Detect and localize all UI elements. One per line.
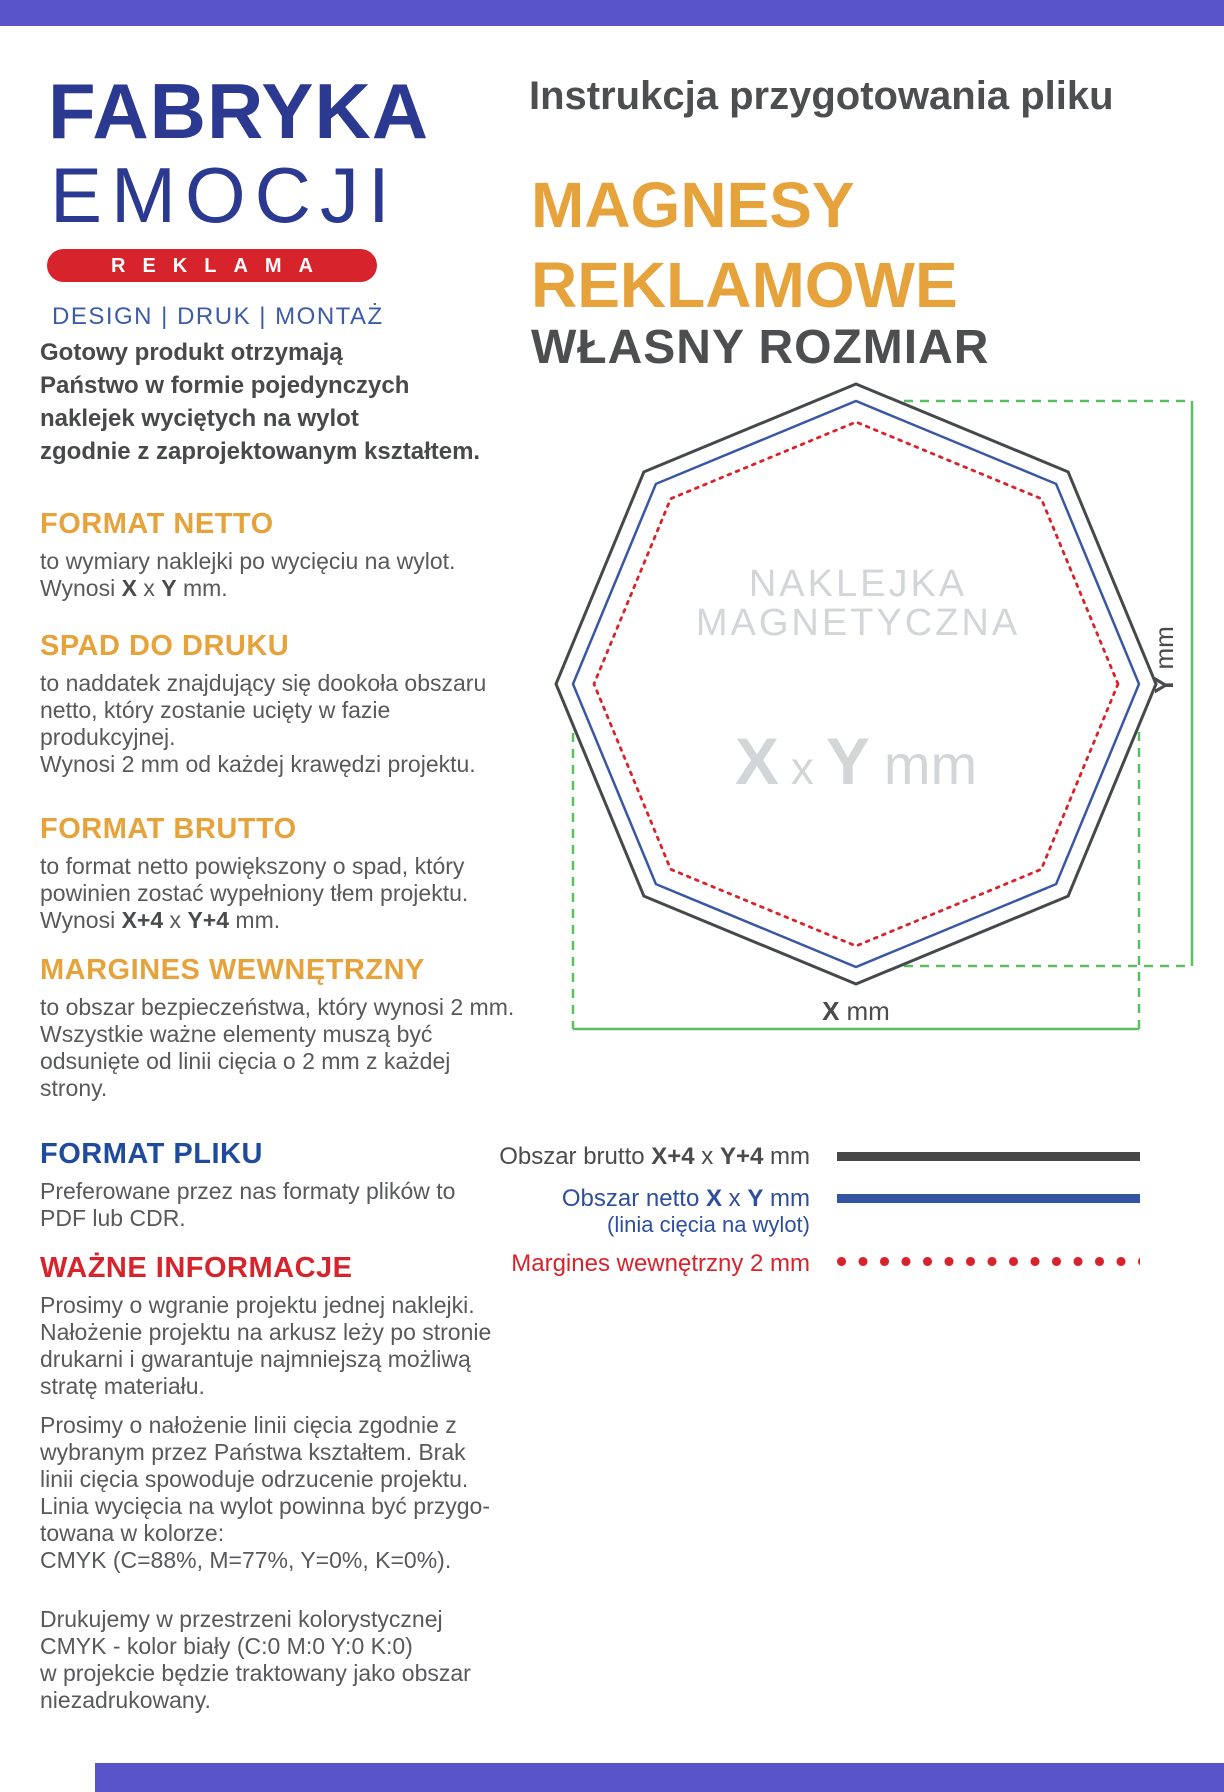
legend-label-brutto: Obszar brutto X+4 x Y+4 mm bbox=[499, 1143, 810, 1170]
size-separator: x bbox=[790, 742, 814, 794]
text-line: linii cięcia spowoduje odrzucenie projektu. bbox=[40, 1466, 469, 1492]
dim-label-x: X mm bbox=[822, 996, 890, 1026]
section-body-format-pliku bbox=[40, 1178, 455, 1232]
dim-label-y: Ymm bbox=[1149, 626, 1179, 694]
legend-label-netto: Obszar netto X x Y mm bbox=[561, 1185, 810, 1212]
text-line: to wymiary naklejki po wycięciu na wylot. bbox=[40, 548, 456, 574]
die-cut-diagram bbox=[460, 330, 1224, 1100]
section-wazne-informacje bbox=[40, 1252, 491, 1714]
text-line: produkcyjnej. bbox=[40, 724, 176, 750]
variant-title: WŁASNY ROZMIAR bbox=[531, 321, 990, 374]
legend-swatch-margines bbox=[837, 1257, 1140, 1266]
text-line: stratę materiału. bbox=[40, 1373, 205, 1399]
section-body-wazne-informacje-p1 bbox=[40, 1292, 491, 1400]
sticker-watermark-line2: MAGNETYCZNA bbox=[695, 602, 1021, 644]
text-line: drukarni i gwarantuje najmniejszą możliwą bbox=[40, 1346, 471, 1372]
text-line: Prosimy o nałożenie linii cięcia zgodnie z bbox=[40, 1412, 457, 1438]
text-line: Wynosi 2 mm od każdej krawędzi projektu. bbox=[40, 751, 476, 777]
text-line: PDF lub CDR. bbox=[40, 1205, 186, 1231]
product-name-line1: MAGNESY bbox=[531, 169, 855, 241]
size-y: Y bbox=[825, 724, 870, 798]
section-heading-format-brutto: FORMAT BRUTTO bbox=[40, 813, 297, 845]
text-line: Nałożenie projektu na arkusz leży po stronie bbox=[40, 1319, 492, 1345]
bottom-accent-bar bbox=[95, 1763, 1224, 1792]
text-line: powinien zostać wypełniony tłem projektu. bbox=[40, 880, 469, 906]
text-line: to format netto powiększony o spad, który bbox=[40, 853, 465, 879]
text-line: wybranym przez Państwa kształtem. Brak bbox=[40, 1439, 466, 1465]
text-line: w projekcie będzie traktowany jako obszar bbox=[40, 1660, 471, 1686]
sticker-size-watermark bbox=[735, 724, 977, 798]
logo-wordmark-line1: FABRYKA bbox=[48, 67, 430, 155]
legend-swatch-netto bbox=[837, 1194, 1140, 1203]
legend-label-netto-note: (linia cięcia na wylot) bbox=[607, 1212, 810, 1237]
text-line: to obszar bezpieczeństwa, który wynosi 2 mm. bbox=[40, 994, 515, 1020]
text-line: CMYK - kolor biały (C:0 M:0 Y:0 K:0) bbox=[40, 1633, 413, 1659]
product-name-line2: REKLAMOWE bbox=[531, 249, 958, 321]
section-body-format-brutto bbox=[40, 853, 468, 934]
text-line: naklejek wyciętych na wylot bbox=[40, 405, 359, 432]
top-accent-bar bbox=[0, 0, 1224, 26]
section-body-wazne-informacje-p3 bbox=[40, 1606, 491, 1714]
text-line: Gotowy produkt otrzymają bbox=[40, 339, 343, 366]
sticker-watermark-line1: NAKLEJKA bbox=[748, 563, 968, 605]
legend-swatch-brutto bbox=[837, 1152, 1140, 1161]
logo-tagline: DESIGN | DRUK | MONTAŻ bbox=[52, 303, 384, 330]
text-line: zgodnie z zaprojektowanym kształtem. bbox=[40, 438, 481, 465]
text-line: towana w kolorze: bbox=[40, 1520, 225, 1546]
size-x: X bbox=[734, 724, 779, 798]
section-heading-margines-wewnetrzny: MARGINES WEWNĘTRZNY bbox=[40, 954, 425, 986]
text-line: Wynosi X x Y mm. bbox=[40, 575, 228, 601]
section-heading-wazne-informacje: WAŻNE INFORMACJE bbox=[40, 1252, 353, 1284]
logo-wordmark-line2: EMOCJI bbox=[50, 151, 399, 239]
page-title: Instrukcja przygotowania pliku bbox=[529, 74, 1114, 118]
logo-badge: REKLAMA bbox=[47, 249, 377, 282]
text-line: Wynosi X+4 x Y+4 mm. bbox=[40, 907, 281, 933]
text-line: Preferowane przez nas formaty plików to bbox=[40, 1178, 456, 1204]
text-line: Linia wycięcia na wylot powinna być przygo- bbox=[40, 1493, 490, 1519]
section-format-netto bbox=[40, 508, 455, 602]
text-line: odsunięte od linii cięcia o 2 mm z każdej bbox=[40, 1048, 451, 1074]
text-line: niezadrukowany. bbox=[40, 1687, 211, 1713]
product-name bbox=[531, 165, 958, 325]
section-format-pliku bbox=[40, 1138, 455, 1232]
size-unit: mm bbox=[883, 733, 978, 796]
text-line: netto, który zostanie ucięty w fazie bbox=[40, 697, 391, 723]
brutto-outline bbox=[556, 384, 1156, 984]
section-margines-wewnetrzny bbox=[40, 954, 514, 1102]
section-body-margines-wewnetrzny bbox=[40, 994, 514, 1102]
text-line: to naddatek znajdujący się dookoła obszaru bbox=[40, 670, 487, 696]
text-line: Wszystkie ważne elementy muszą być bbox=[40, 1021, 433, 1047]
section-heading-format-pliku: FORMAT PLIKU bbox=[40, 1138, 263, 1170]
text-line: strony. bbox=[40, 1075, 108, 1101]
text-line: Państwo w formie pojedynczych bbox=[40, 372, 410, 399]
section-body-format-netto bbox=[40, 548, 455, 602]
text-line: Drukujemy w przestrzeni kolorystycznej bbox=[40, 1606, 443, 1632]
section-heading-spad-do-druku: SPAD DO DRUKU bbox=[40, 630, 290, 662]
section-heading-format-netto: FORMAT NETTO bbox=[40, 508, 274, 540]
section-body-wazne-informacje-p2 bbox=[40, 1412, 491, 1574]
intro-paragraph bbox=[40, 336, 480, 468]
text-line: Prosimy o wgranie projektu jednej naklejki. bbox=[40, 1292, 475, 1318]
section-body-spad-do-druku bbox=[40, 670, 486, 778]
section-spad-do-druku bbox=[40, 630, 486, 778]
text-line: CMYK (C=88%, M=77%, Y=0%, K=0%). bbox=[40, 1547, 452, 1573]
section-format-brutto bbox=[40, 813, 468, 934]
legend-label-margines: Margines wewnętrzny 2 mm bbox=[511, 1250, 810, 1277]
